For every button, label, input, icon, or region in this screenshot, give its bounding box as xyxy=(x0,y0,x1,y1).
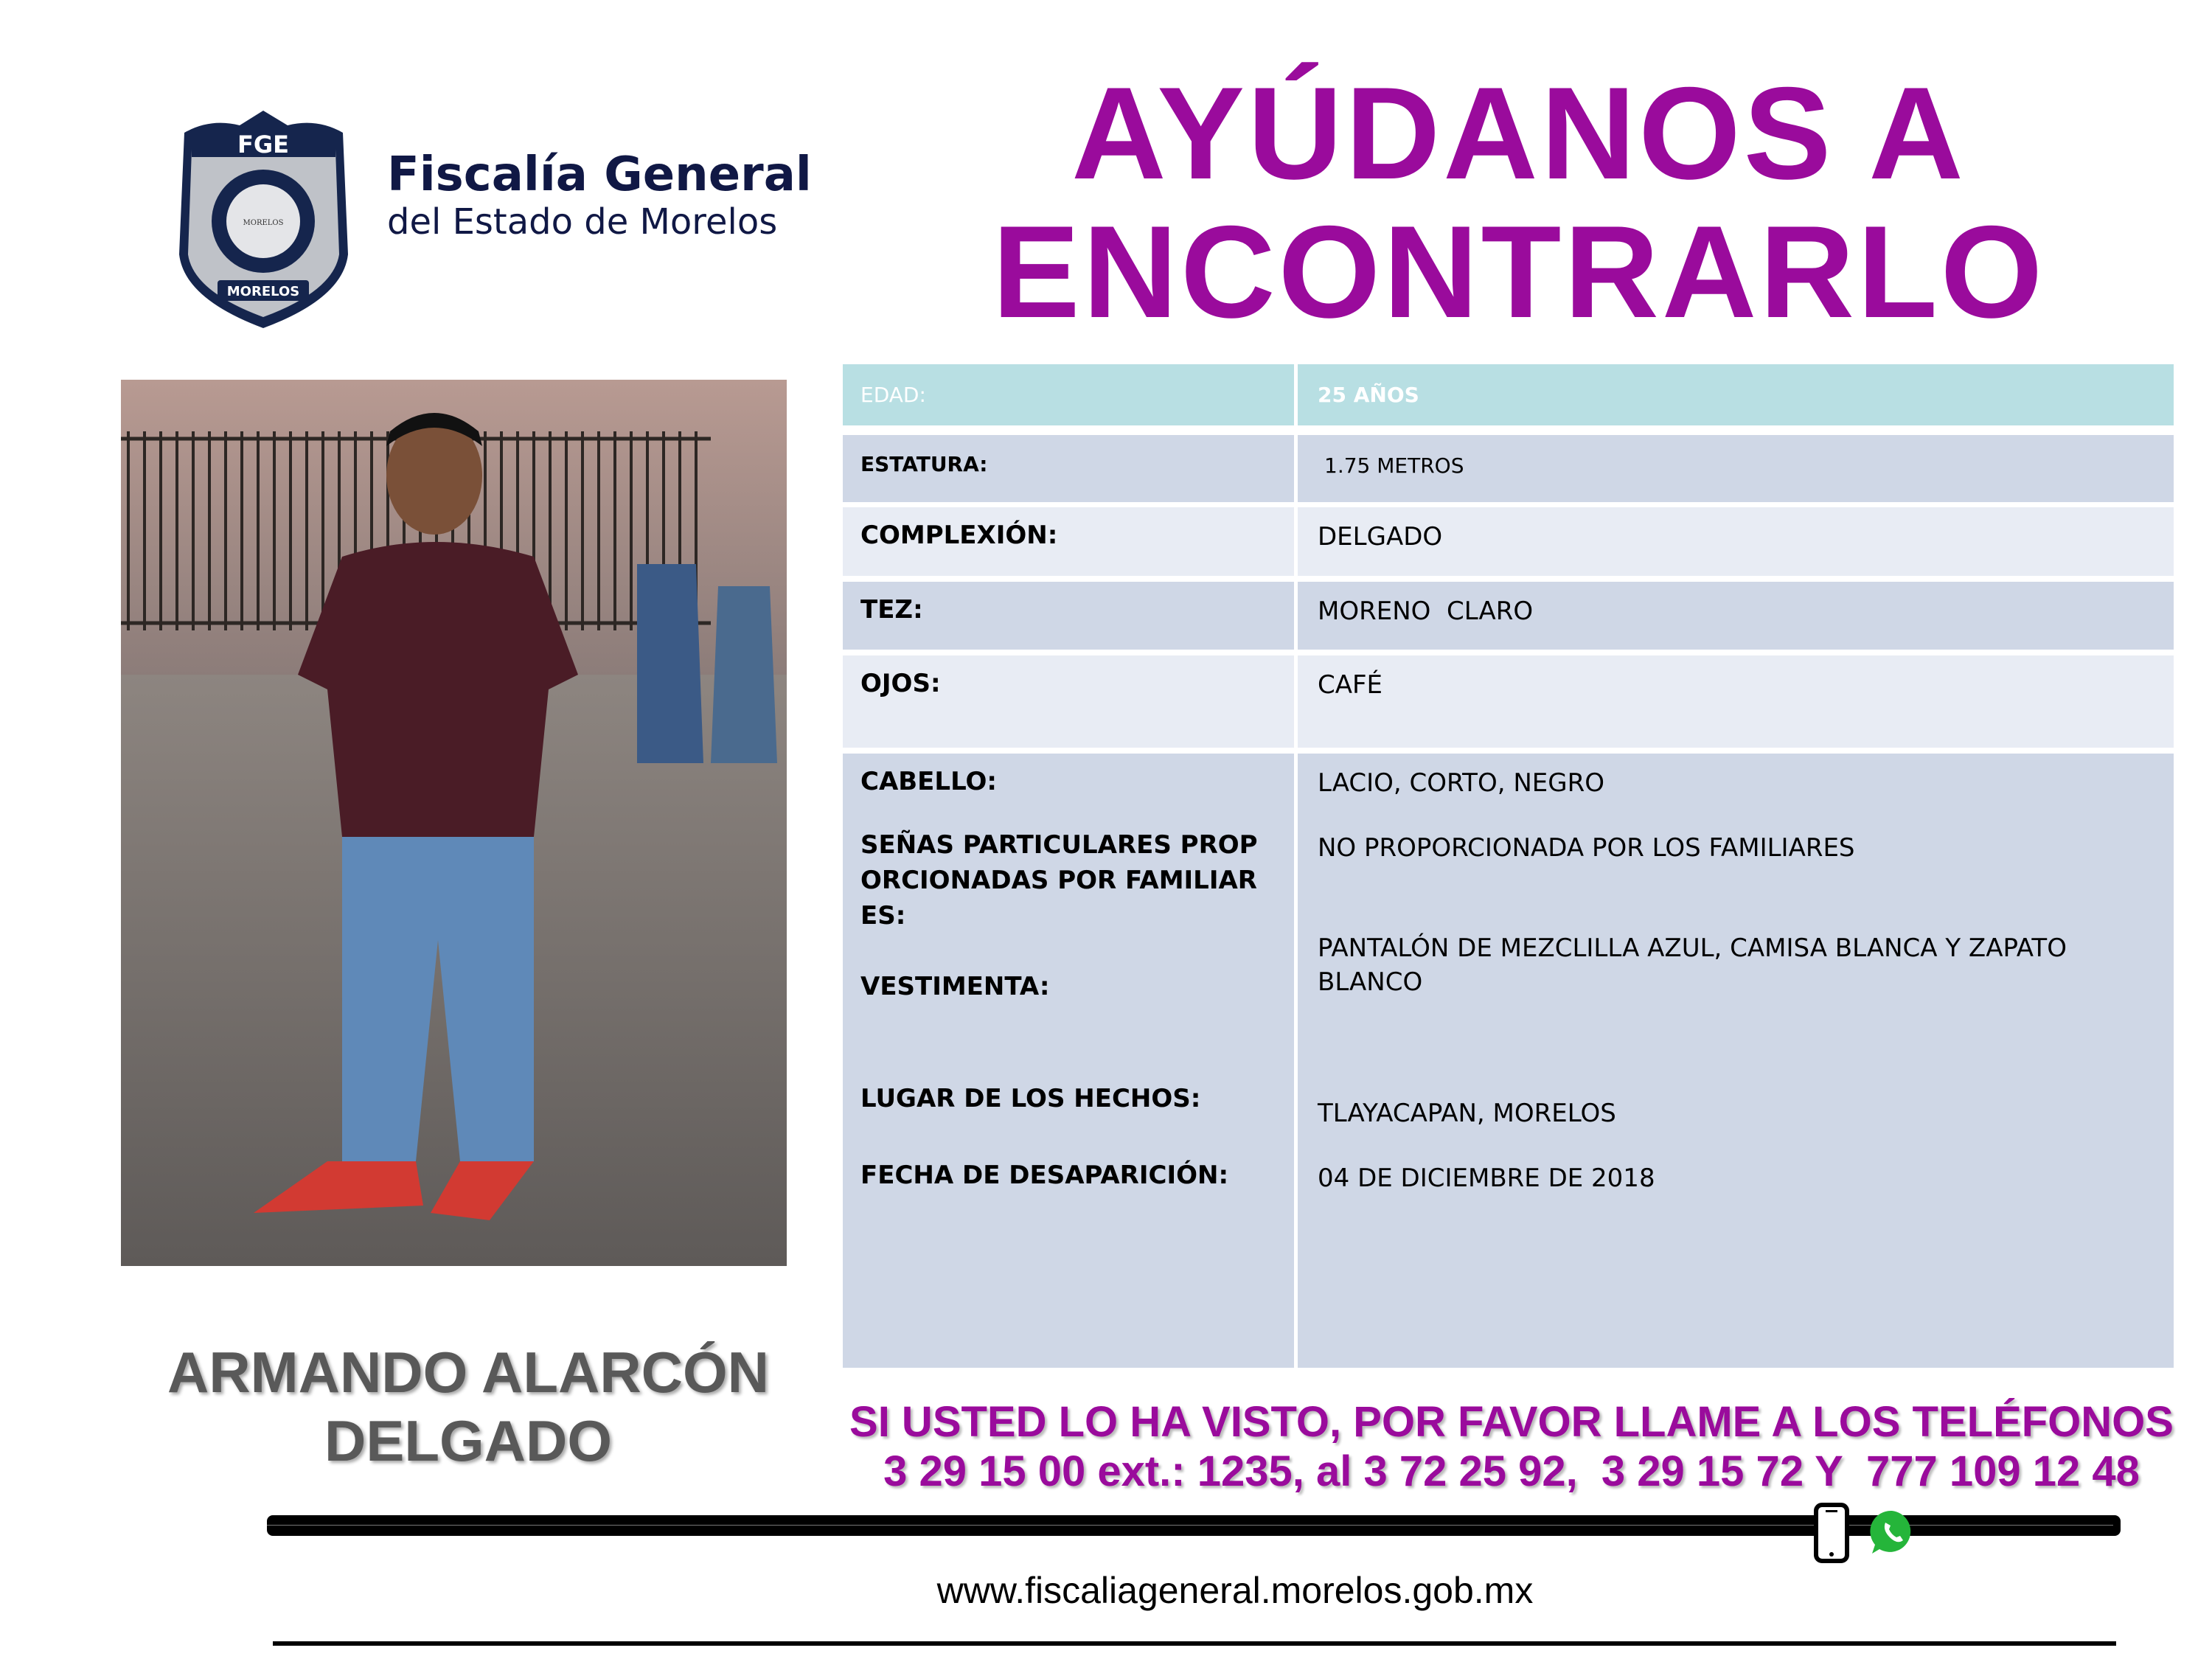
label-edad: EDAD: xyxy=(860,383,926,407)
label-fecha: FECHA DE DESAPARICIÓN: xyxy=(860,1161,1229,1190)
logo-fge-text: FGE xyxy=(237,131,289,159)
label-senas-1: SEÑAS PARTICULARES PROP xyxy=(860,830,1258,860)
value-edad: 25 AÑOS xyxy=(1318,383,1419,407)
label-senas-3: ES: xyxy=(860,901,906,931)
value-lugar: TLAYACAPAN, MORELOS xyxy=(1318,1099,1616,1128)
logo-morelos-text: MORELOS xyxy=(226,284,300,299)
person-name-line1: ARMANDO ALARCÓN xyxy=(167,1340,770,1405)
website-link[interactable]: www.fiscaliageneral.morelos.gob.mx xyxy=(936,1570,1534,1611)
label-cabello: CABELLO: xyxy=(860,767,998,796)
row-additional-details xyxy=(843,754,2174,1368)
label-lugar: LUGAR DE LOS HECHOS: xyxy=(860,1084,1201,1113)
label-complexion: COMPLEXIÓN: xyxy=(860,521,1058,550)
value-fecha: 04 DE DICIEMBRE DE 2018 xyxy=(1318,1164,1655,1193)
contact-phones: 3 29 15 00 ext.: 1235, al 3 72 25 92, 3 29 15 72 Y 777 109 12 48 xyxy=(883,1447,2140,1495)
value-tez: MORENO CLARO xyxy=(1318,597,1534,626)
contact-message: SI USTED LO HA VISTO, POR FAVOR LLAME A LOS TELÉFONOS xyxy=(849,1398,2174,1446)
poster-title-line2: ENCONTRARLO xyxy=(992,198,2046,345)
value-cabello: LACIO, CORTO, NEGRO xyxy=(1318,768,1604,798)
footer-divider xyxy=(273,1641,2116,1646)
label-senas-2: ORCIONADAS POR FAMILIAR xyxy=(860,866,1257,895)
label-vestimenta: VESTIMENTA: xyxy=(860,972,1050,1001)
value-complexion: DELGADO xyxy=(1318,522,1443,552)
person-name-line2: DELGADO xyxy=(324,1408,612,1473)
label-tez: TEZ: xyxy=(860,595,923,625)
value-estatura: 1.75 METROS xyxy=(1324,453,1464,478)
poster-title-line1: AYÚDANOS A xyxy=(1071,60,1966,206)
whatsapp-icon xyxy=(1869,1508,1915,1557)
fge-logo xyxy=(177,107,350,332)
label-estatura: ESTATURA: xyxy=(860,452,988,476)
row-tez xyxy=(843,582,2174,650)
value-vestimenta-2: BLANCO xyxy=(1318,967,1423,997)
value-vestimenta-1: PANTALÓN DE MEZCLILLA AZUL, CAMISA BLANCA Y ZAPATO xyxy=(1318,933,2067,963)
label-ojos: OJOS: xyxy=(860,669,941,698)
value-senas: NO PROPORCIONADA POR LOS FAMILIARES xyxy=(1318,833,1855,863)
row-complexion xyxy=(843,507,2174,576)
value-ojos: CAFÉ xyxy=(1318,670,1383,700)
org-name-line2: del Estado de Morelos xyxy=(387,201,778,243)
row-estatura xyxy=(843,435,2174,502)
organization-name xyxy=(387,147,812,243)
row-edad xyxy=(843,364,2174,425)
missing-person-photo xyxy=(121,380,787,1266)
logo-seal-center: MORELOS xyxy=(243,219,284,227)
phone-icon xyxy=(1814,1503,1849,1563)
row-ojos xyxy=(843,655,2174,748)
org-name-line1: Fiscalía General xyxy=(387,147,812,202)
